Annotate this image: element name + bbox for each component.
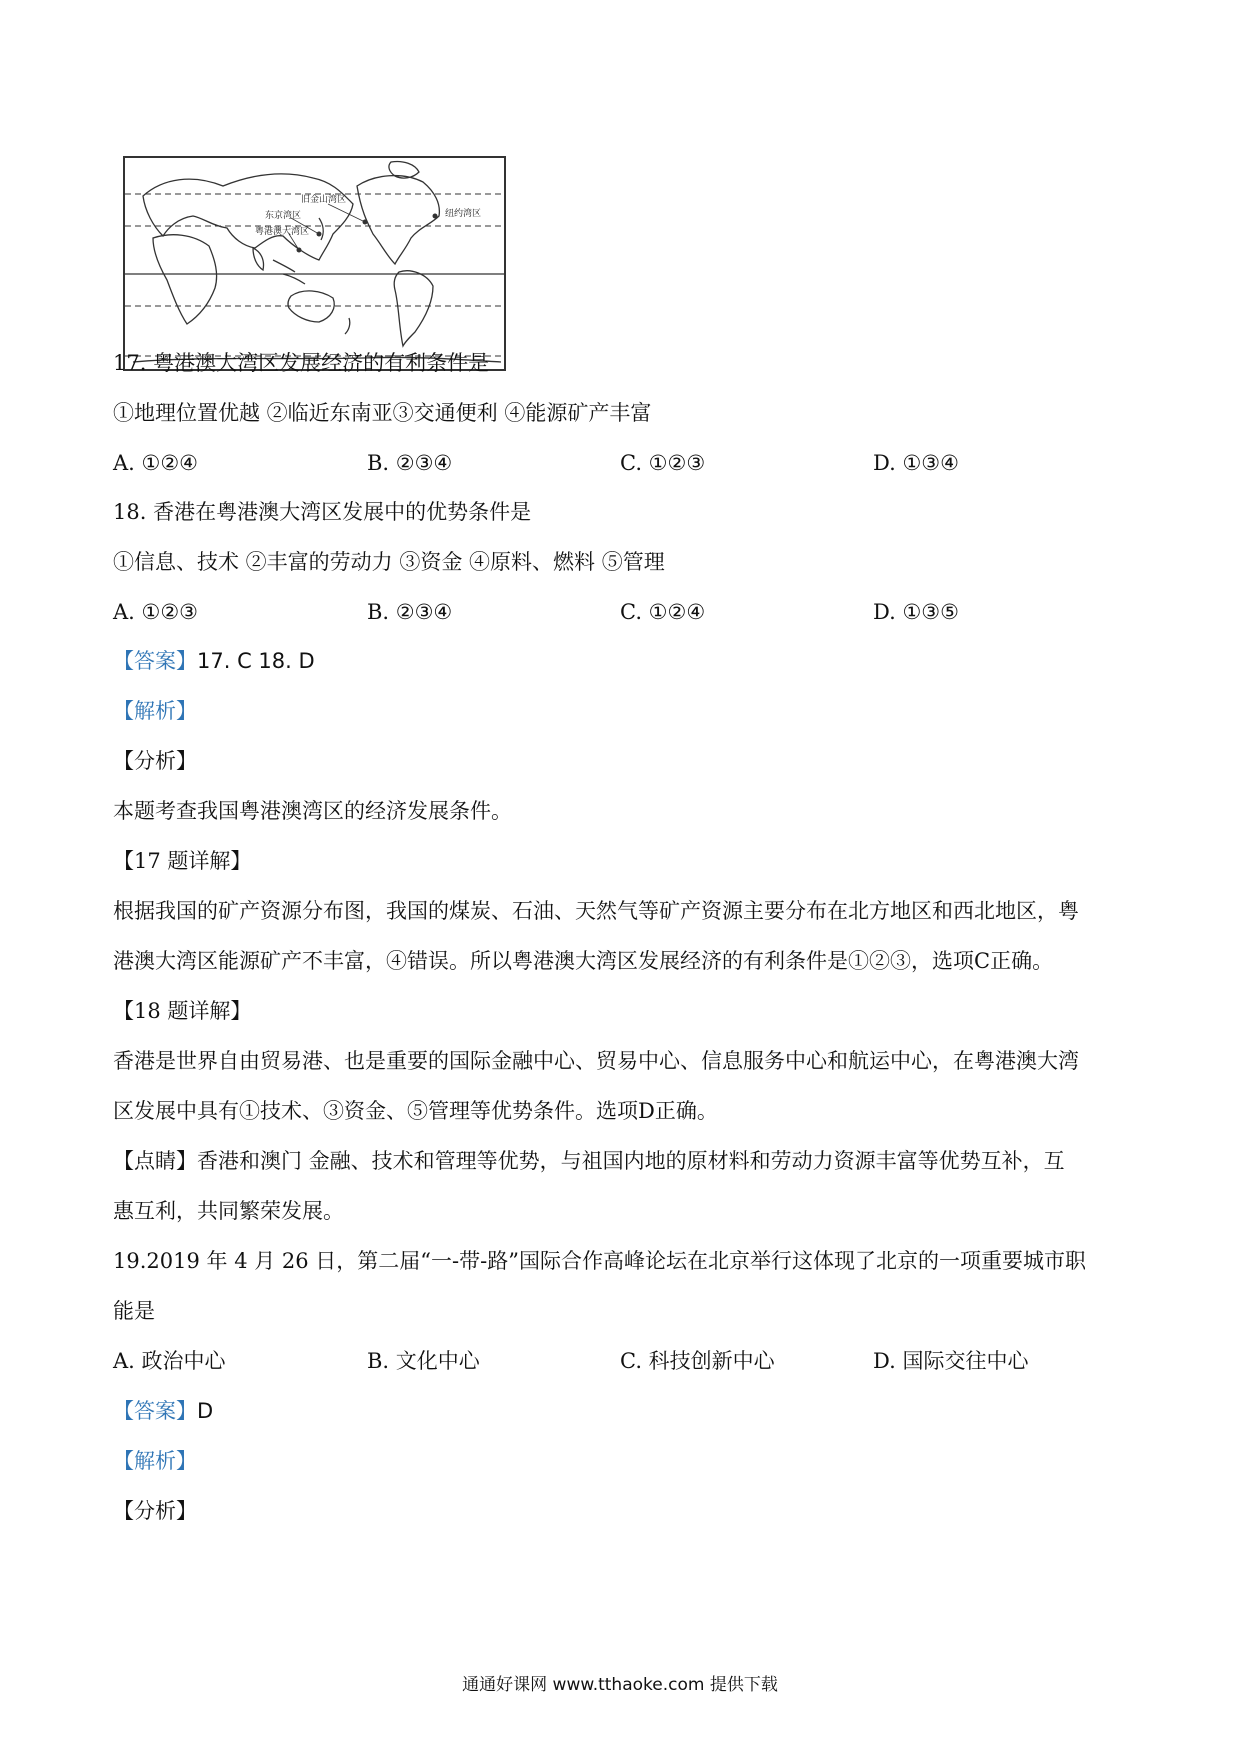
q19-option-d: D. 国际交往中心 (873, 1349, 1029, 1373)
answer-tag: 【答案】 (113, 649, 197, 673)
q17-option-a: A. ①②④ (113, 451, 198, 475)
q18-stem: 18. 香港在粤港澳大湾区发展中的优势条件是 (113, 500, 532, 524)
fenxi-text: 本题考查我国粤港澳湾区的经济发展条件。 (113, 799, 512, 823)
q19-option-a: A. 政治中心 (113, 1349, 226, 1373)
answer-text: 17. C 18. D (197, 649, 315, 673)
analysis2-tag: 【解析】 (113, 1449, 197, 1473)
q19-stem-1: 19.2019 年 4 月 26 日，第二届“一-带-路”国际合作高峰论坛在北京举行这体现了北京的一项重要城市职 (113, 1249, 1086, 1273)
answer2-text: D (197, 1399, 214, 1423)
map-label-gba: 粤港澳大湾区 (255, 227, 310, 237)
q17-option-c: C. ①②③ (620, 451, 706, 475)
q17-items: ①地理位置优越 ②临近东南亚③交通便利 ④能源矿产丰富 (113, 401, 652, 425)
fenxi2-tag: 【分析】 (113, 1499, 197, 1523)
analysis-tag: 【解析】 (113, 699, 197, 723)
q18-option-a: A. ①②③ (113, 600, 198, 624)
q18-items: ①信息、技术 ②丰富的劳动力 ③资金 ④原料、燃料 ⑤管理 (113, 550, 665, 574)
detail-18-tag: 【18 题详解】 (113, 999, 252, 1023)
q18-option-b: B. ②③④ (367, 600, 453, 624)
answer-block-1 (113, 646, 315, 676)
detail-17-tag: 【17 题详解】 (113, 849, 252, 873)
dianjing-line-2: 惠互利，共同繁荣发展。 (113, 1199, 344, 1223)
q17-option-d: D. ①③④ (873, 451, 959, 475)
dianjing-line-1 (113, 1146, 1065, 1176)
q19-option-c: C. 科技创新中心 (620, 1349, 775, 1373)
map-label-tokyo: 东京湾区 (265, 211, 302, 221)
q19-stem-2: 能是 (113, 1299, 155, 1323)
q17-stem: 17. 粤港澳大湾区发展经济的有利条件是 (113, 351, 490, 375)
answer2-tag: 【答案】 (113, 1399, 197, 1423)
map-label-newyork: 纽约湾区 (445, 209, 482, 219)
answer-block-2 (113, 1396, 213, 1426)
q18-option-c: C. ①②④ (620, 600, 706, 624)
detail-17-line-2: 港澳大湾区能源矿产不丰富，④错误。所以粤港澳大湾区发展经济的有利条件是①②③，选项C正确。 (113, 949, 1054, 973)
q18-option-d: D. ①③⑤ (873, 600, 959, 624)
detail-18-line-2: 区发展中具有①技术、③资金、⑤管理等优势条件。选项D正确。 (113, 1099, 718, 1123)
q19-option-b: B. 文化中心 (367, 1349, 480, 1373)
page-footer: 通通好课网 www.tthaoke.com 提供下载 (462, 1675, 778, 1695)
map-label-sanfrancisco: 旧金山湾区 (301, 195, 347, 205)
dianjing-text-1: 香港和澳门 金融、技术和管理等优势，与祖国内地的原材料和劳动力资源丰富等优势互补，互 (197, 1149, 1065, 1173)
detail-18-line-1: 香港是世界自由贸易港、也是重要的国际金融中心、贸易中心、信息服务中心和航运中心，在粤港澳大湾 (113, 1049, 1079, 1073)
dianjing-tag: 【点睛】 (113, 1149, 197, 1173)
fenxi-tag: 【分析】 (113, 749, 197, 773)
q17-option-b: B. ②③④ (367, 451, 453, 475)
detail-17-line-1: 根据我国的矿产资源分布图，我国的煤炭、石油、天然气等矿产资源主要分布在北方地区和西北地区，粤 (113, 899, 1079, 923)
world-map-figure (123, 156, 506, 371)
